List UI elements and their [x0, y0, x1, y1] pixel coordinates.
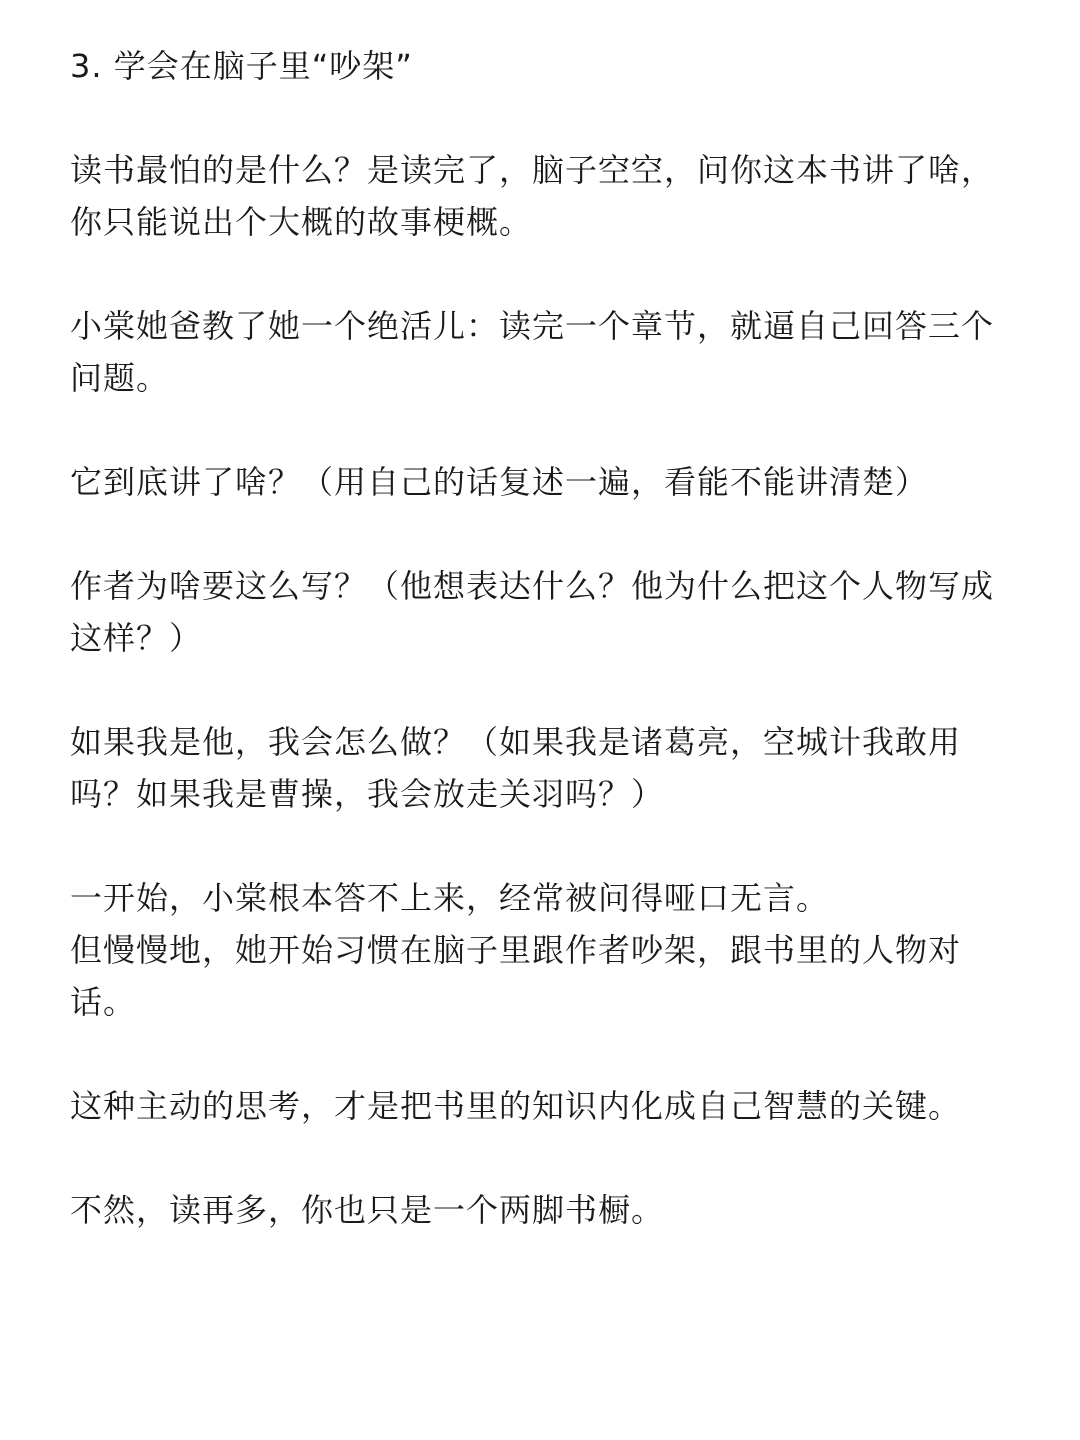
paragraph-1 [70, 144, 1010, 248]
paragraph-line: 一开始，小棠根本答不上来，经常被问得哑口无言。 [70, 879, 830, 917]
paragraph-2 [70, 300, 1010, 404]
paragraph-line: 这种主动的思考，才是把书里的知识内化成自己智慧的关键。 [70, 1087, 962, 1125]
paragraph-line: 不然，读再多，你也只是一个两脚书橱。 [70, 1191, 665, 1229]
paragraph-line: 但慢慢地，她开始习惯在脑子里跟作者吵架，跟书里的人物对话。 [70, 931, 962, 1021]
paragraph-line: 小棠她爸教了她一个绝活儿：读完一个章节，就逼自己回答三个问题。 [70, 307, 995, 397]
paragraph-line: 如果我是他，我会怎么做？（如果我是诸葛亮，空城计我敢用吗？如果我是曹操，我会放走关羽吗？） [70, 723, 962, 813]
paragraph-line: 它到底讲了啥？（用自己的话复述一遍，看能不能讲清楚） [70, 463, 929, 501]
paragraph-6 [70, 872, 1010, 1028]
article [70, 40, 1010, 1288]
paragraph-7 [70, 1080, 1010, 1132]
section-heading: 3. 学会在脑子里“吵架” [70, 47, 413, 85]
paragraph-question-3 [70, 716, 1010, 820]
paragraph-8 [70, 1184, 1010, 1236]
paragraph-question-2 [70, 560, 1010, 664]
paragraph-line: 读书最怕的是什么？是读完了，脑子空空，问你这本书讲了啥，你只能说出个大概的故事梗概。 [70, 151, 995, 241]
paragraph-line: 作者为啥要这么写？（他想表达什么？他为什么把这个人物写成这样？） [70, 567, 995, 657]
paragraph-question-1 [70, 456, 1010, 508]
